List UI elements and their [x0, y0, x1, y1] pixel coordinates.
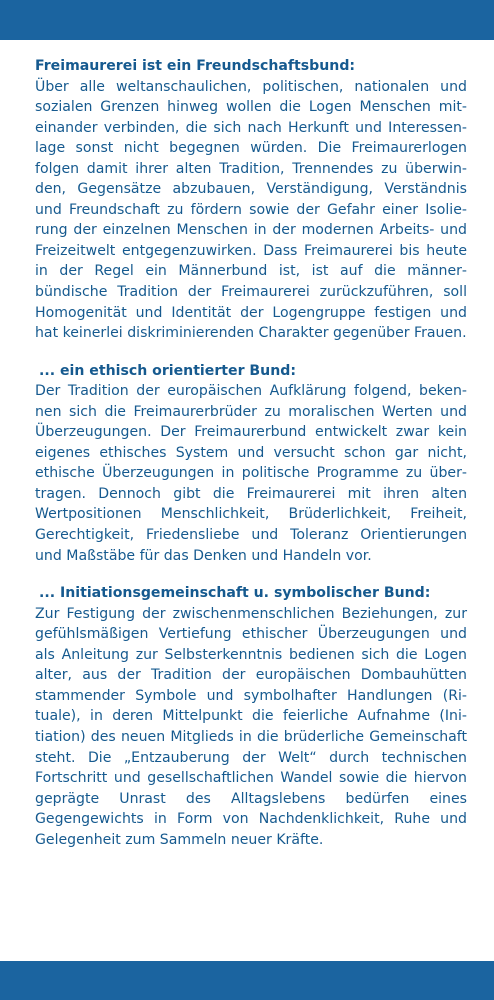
section-heading: Freimaurerei ist ein Freundschaftsbund:	[35, 58, 356, 74]
section-friendship	[35, 56, 467, 344]
section-body: Zur Festigung der zwischenmenschlichen Beziehungen, zur gefühlsmäßigen Vertiefung ethischer Überzeugungen und als Anleitung zur Selbsterkenntnis bedienen sich die Logen alter, aus der Tradition der europäischen Dombauhütten stammender Symbole und symbolhafter Handlungen (Rituale), in deren Mittelpunkt die feierliche Aufnahme (Initiation) des neuen Mitglieds in die brüderliche Gemeinschaft steht. Die „Entzauberung der Welt“ durch technischen Fortschritt und gesellschaftlichen Wandel sowie die hiervon geprägte Unrast des Alltagslebens bedürfen eines Gegengewichts in Form von Nachdenklichkeit, Ruhe und Gelegenheit zum Sammeln neuer Kräfte.	[35, 605, 467, 848]
bottom-color-band	[0, 961, 494, 1000]
section-body: Der Tradition der europäischen Aufklärung folgend, bekennen sich die Freimaurerbrüder zu moralischen Werten und Überzeugungen. Der Freimaurerbund entwickelt zwar kein eigenes ethisches System und versucht schon gar nicht, ethische Überzeugungen in politische Programme zu übertragen. Dennoch gibt die Freimaurerei mit ihren alten Wertpositionen Menschlichkeit, Brüderlichkeit, Freiheit, Gerechtigkeit, Friedensliebe und Toleranz Orientierungen und Maßstäbe für das Denken und Handeln vor.	[35, 383, 467, 564]
section-heading: ... Initiationsgemeinschaft u. symbolischer Bund:	[39, 585, 431, 602]
text-column	[35, 56, 467, 867]
section-ethics	[35, 361, 467, 566]
top-color-band	[0, 0, 494, 40]
section-initiation	[35, 583, 467, 850]
section-body: Über alle weltanschaulichen, politischen, nationalen und sozialen Grenzen hinweg wollen die Logen Menschen miteinander verbinden, die sich nach Herkunft und Interessenlage sonst nicht begegnen würden. Die Freimaurerlogen folgen damit ihrer alten Tradition, Trennendes zu überwinden, Gegensätze abzubauen, Verständigung, Verständnis und Freundschaft zu fördern sowie der Gefahr einer Isolierung der einzelnen Menschen in der modernen Arbeits- und Freizeitwelt entgegenzuwirken. Dass Freimaurerei bis heute in der Regel ein Männerbund ist, ist auf die männerbündische Tradition der Freimaurerei zurückzuführen, soll Homogenität und Identität der Logengruppe festigen und hat keinerlei diskriminierenden Charakter gegenüber Frauen.	[35, 78, 467, 342]
section-heading: ... ein ethisch orientierter Bund:	[39, 362, 296, 379]
